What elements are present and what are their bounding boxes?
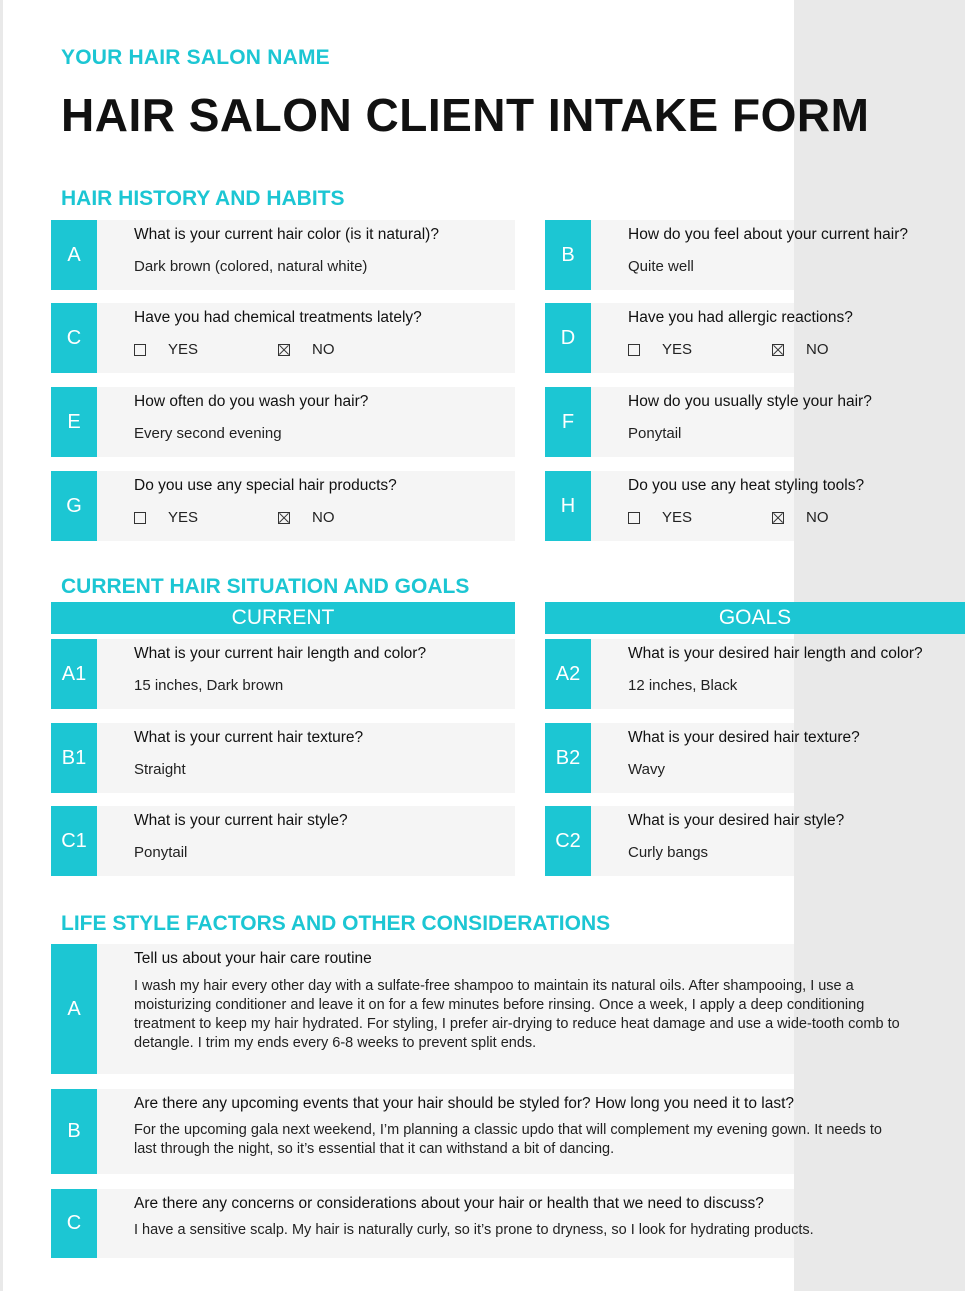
question-text: How often do you wash your hair? (134, 393, 369, 410)
current-column-header: CURRENT (51, 602, 515, 634)
question-text: What is your desired hair texture? (628, 729, 860, 746)
yes-checkbox[interactable] (134, 512, 146, 524)
question-text: What is your current hair color (is it natural)? (134, 226, 439, 243)
question-badge: B (51, 1089, 97, 1174)
question-badge: C (51, 303, 97, 373)
goals-column-header: GOALS (545, 602, 965, 634)
yes-label: YES (168, 509, 199, 526)
question-badge: E (51, 387, 97, 457)
no-checkbox[interactable] (772, 512, 784, 524)
question-text: Have you had allergic reactions? (628, 309, 853, 326)
question-card (51, 220, 515, 290)
question-badge: A2 (545, 639, 591, 709)
question-card (51, 944, 900, 1074)
no-label: NO (806, 509, 829, 526)
yes-checkbox[interactable] (628, 512, 640, 524)
question-badge: D (545, 303, 591, 373)
question-card (545, 723, 860, 793)
no-checkbox[interactable] (278, 512, 290, 524)
question-badge: A (51, 944, 97, 1074)
question-text: What is your desired hair style? (628, 812, 845, 829)
answer-text: Wavy (628, 761, 665, 778)
answer-line: treatment to keep my hair hydrated. For styling, I prefer air-drying to reduce heat damage and use a wide-tooth comb to (134, 1016, 900, 1032)
no-label: NO (312, 341, 335, 358)
question-badge: C1 (51, 806, 97, 876)
answer-text: Ponytail (134, 844, 188, 861)
question-text: How do you feel about your current hair? (628, 226, 909, 243)
question-badge: B2 (545, 723, 591, 793)
answer-line: I wash my hair every other day with a sulfate-free shampoo to maintain its natural oils. After shampooing, I use a (134, 978, 854, 994)
yes-no-options (628, 509, 829, 526)
answer-line: detangle. I trim my ends every 6-8 weeks to prevent split ends. (134, 1035, 537, 1051)
yes-no-options (134, 509, 335, 526)
section-title-history: HAIR HISTORY AND HABITS (61, 187, 345, 210)
yes-label: YES (662, 509, 693, 526)
no-checkbox[interactable] (772, 344, 784, 356)
question-card (545, 387, 872, 457)
question-badge: C2 (545, 806, 591, 876)
question-text: Do you use any special hair products? (134, 477, 397, 494)
answer-line: moisturizing conditioner and leave it on for a few minutes before rinsing. Once a week, I apply a deep conditioning (134, 997, 865, 1013)
answer-text: Dark brown (colored, natural white) (134, 258, 368, 275)
section-title-lifestyle: LIFE STYLE FACTORS AND OTHER CONSIDERATIONS (61, 912, 611, 935)
question-text: What is your current hair texture? (134, 729, 364, 746)
question-badge: A1 (51, 639, 97, 709)
question-card (545, 220, 909, 290)
form-title: HAIR SALON CLIENT INTAKE FORM (61, 89, 870, 141)
answer-text: Quite well (628, 258, 694, 275)
no-label: NO (312, 509, 335, 526)
question-text: What is your desired hair length and color? (628, 645, 923, 662)
question-card (51, 471, 515, 541)
question-text: What is your current hair style? (134, 812, 348, 829)
question-badge: B1 (51, 723, 97, 793)
answer-text: Ponytail (628, 425, 682, 442)
question-text: Tell us about your hair care routine (134, 950, 372, 967)
question-text: Are there any concerns or considerations about your hair or health that we need to discuss? (134, 1195, 764, 1212)
yes-label: YES (168, 341, 199, 358)
question-card (545, 471, 865, 541)
question-text: Are there any upcoming events that your hair should be styled for? How long you need it to last? (134, 1095, 794, 1112)
yes-checkbox[interactable] (134, 344, 146, 356)
question-text: How do you usually style your hair? (628, 393, 872, 410)
question-badge: A (51, 220, 97, 290)
answer-text: 15 inches, Dark brown (134, 677, 284, 694)
answer-text: Every second evening (134, 425, 282, 442)
question-card (51, 1089, 882, 1174)
answer-text: Curly bangs (628, 844, 709, 861)
answer-line: I have a sensitive scalp. My hair is naturally curly, so it’s prone to dryness, so I look for hydrating products. (134, 1222, 814, 1238)
question-card (51, 806, 515, 876)
answer-line: For the upcoming gala next weekend, I’m planning a classic updo that will complement my evening gown. It needs to (134, 1122, 882, 1138)
section-title-situation: CURRENT HAIR SITUATION AND GOALS (61, 575, 470, 598)
question-badge: F (545, 387, 591, 457)
yes-no-options (628, 341, 829, 358)
question-card (545, 639, 923, 709)
question-text: What is your current hair length and color? (134, 645, 427, 662)
question-card (51, 1189, 814, 1258)
question-card (545, 806, 845, 876)
question-badge: G (51, 471, 97, 541)
no-label: NO (806, 341, 829, 358)
question-card (545, 303, 853, 373)
question-card (51, 639, 515, 709)
form-page (3, 0, 923, 1291)
salon-name: YOUR HAIR SALON NAME (61, 46, 330, 69)
question-card (51, 303, 515, 373)
question-badge: H (545, 471, 591, 541)
answer-text: 12 inches, Black (628, 677, 738, 694)
question-card (51, 723, 515, 793)
yes-label: YES (662, 341, 693, 358)
question-text: Have you had chemical treatments lately? (134, 309, 422, 326)
question-badge: B (545, 220, 591, 290)
answer-line: last through the night, so it’s essential that it can withstand a bit of dancing. (134, 1141, 615, 1157)
yes-checkbox[interactable] (628, 344, 640, 356)
no-checkbox[interactable] (278, 344, 290, 356)
question-text: Do you use any heat styling tools? (628, 477, 865, 494)
yes-no-options (134, 341, 335, 358)
question-card (51, 387, 515, 457)
question-badge: C (51, 1189, 97, 1258)
answer-text: Straight (134, 761, 186, 778)
